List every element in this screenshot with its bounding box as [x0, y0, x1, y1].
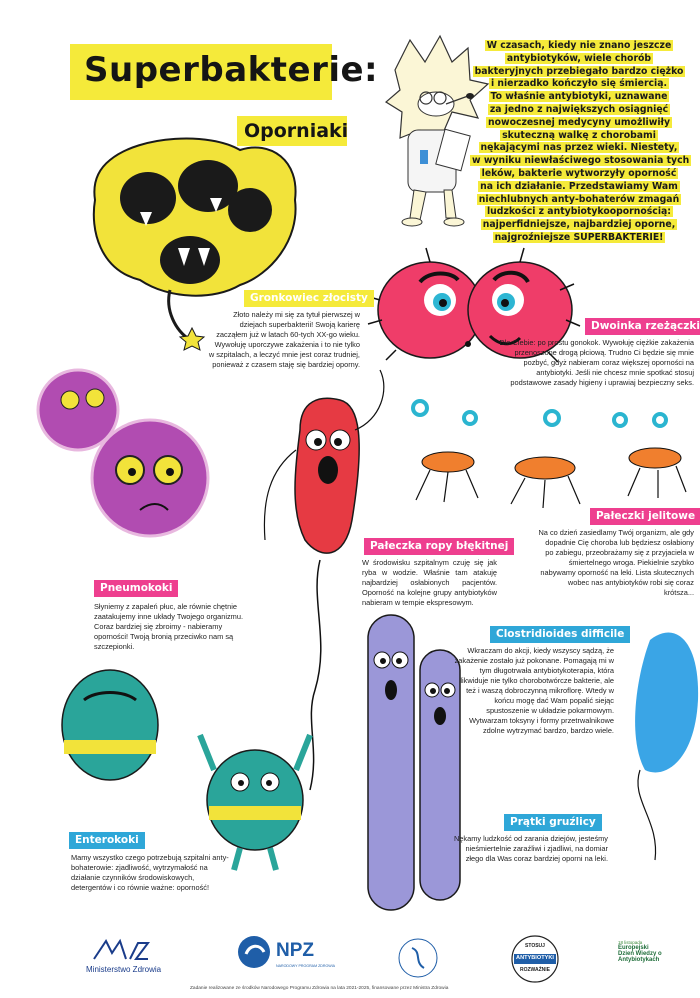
enterobacteria-illustration: [413, 401, 686, 508]
intro-line: w wyniku niewłaściwego stosowania tych: [472, 155, 690, 167]
intro-line: najperfidniejsze, najbardziej oporne,: [482, 219, 676, 231]
desc-enterokoki: Mamy wszystko czego potrzebują szpitalni anty-bohaterowie: zjadliwość, wytrzymałość na działanie czynników środowiskowych, detergentów i co równie ważne: oporność!: [71, 853, 229, 892]
stosuj-line3: ROZWAŻNIE: [520, 967, 550, 973]
ministry-logo-icon: [86, 935, 176, 965]
tuberculosis-illustration: [368, 615, 460, 910]
intro-line: leków, bakterie wytworzyły oporność: [481, 167, 677, 179]
ministry-logo: [86, 935, 176, 981]
eaad-logo: [618, 940, 690, 984]
label-enterokoki: Enterokoki: [69, 832, 145, 849]
desc-dwoinka: Dla Ciebie: po prostu gonokok. Wywołuję ciężkie zakażenia przenoszone drogą płciową. Trudno Ci będzie się mnie pozbyć, gdyż nabieram coraz większej oporności na antybiotyki. Jeśli nie chcesz mnie spotkać stosuj podstawowe zasady higieny i uprawiaj bezpieczny seks.: [499, 338, 694, 387]
stosuj-line2: ANTYBIOTYKI: [516, 955, 554, 961]
poster-subtitle: Oporniaki: [244, 120, 349, 142]
intro-line: skuteczną walkę z chorobami: [502, 129, 656, 141]
intro-line: antybiotyków, wiele chorób: [506, 52, 652, 64]
label-paleczki-jelitowe: Pałeczki jelitowe: [590, 508, 700, 525]
label-dwoinka: Dwoinka rzeżączki: [585, 318, 700, 335]
intro-line: nowoczesnej medycyny umożliwiły: [487, 116, 671, 128]
professor-hedgehog-illustration: [386, 36, 488, 226]
eaad-line3: Antybiotykach: [618, 957, 660, 963]
stosuj-line1: STOSUJ: [525, 943, 545, 949]
stosuj-antybiotyki-logo: [510, 934, 560, 984]
pneumococcus-illustration: [38, 370, 208, 536]
intro-line: To właśnie antybiotyki, uznawane: [490, 91, 668, 103]
intro-line: ludzkości z antybiotykoopornością:: [487, 206, 671, 218]
npz-logo-icon: [236, 934, 272, 970]
sanepid-logo-icon: [396, 936, 440, 980]
intro-line: niechlubnych anty-bohaterów zmagań: [478, 193, 680, 205]
npz-logo: [236, 934, 336, 980]
intro-line: za jedno z największych osiągnięć: [489, 103, 669, 115]
eaad-line2: Dzień Wiedzy o: [618, 951, 662, 957]
desc-paleczki-jelitowe: Na co dzień zasiedlamy Twój organizm, ale gdy dopadnie Cię choroba lub będziesz osłabiony po zabiegu, przeobrażamy się z przyjaciela w śmiertelnego wroga. Piekielnie szybko nabywamy oporność na leki. Lista skutecznych wobec nas antybiotyków robi się coraz krótsza...: [538, 528, 694, 597]
label-paleczka-ropy: Pałeczka ropy błękitnej: [364, 538, 514, 555]
desc-paleczka-ropy: W środowisku szpitalnym czuję się jak ryba w wodzie. Właśnie tam atakuję najbardziej osłabionych pacjentów. Oporność na kolejne grupy antybiotyków nabieram w tempie ekspresowym.: [362, 558, 497, 607]
intro-line: i nierzadko kończyło się śmiercią.: [490, 78, 668, 90]
label-clostridioides: Clostridioides difficile: [490, 626, 630, 643]
intro-line: W czasach, kiedy nie znano jeszcze: [486, 40, 672, 51]
label-pneumokoki: Pneumokoki: [94, 580, 178, 597]
poster-title: Superbakterie:: [84, 50, 379, 90]
desc-pneumokoki: Słyniemy z zapaleń płuc, ale równie chętnie zaatakujemy inne układy Twojego organizmu. Coraz bardziej się zbroimy - nabieramy oporności! Twoją bronią przeciwko nam są szczepionki.: [94, 602, 243, 651]
desc-clostridioides: Wkraczam do akcji, kiedy wszyscy sądzą, że zakażenie zostało już pokonane. Pomagają mi w tym długotrwała antybiotykoterapia, która likwiduje nie tylko chorobotwórcze bakterie, ale też i waszą dobroczynną mikroflorę. Wtedy w końcu mogę dać Wam popalić siejąc spustoszenie w układzie pokarmowym. Wytwarzam toksyny i formy przetrwalnikowe zdolne wytrzymać bardzo, bardzo wiele.: [454, 646, 614, 735]
desc-pratki: Nękamy ludzkość od zarania dziejów, jesteśmy nieśmiertelnie zaraźliwi i zjadliwi, na domiar złego dla Was coraz bardziej oporni na leki.: [453, 834, 608, 863]
intro-line: na ich działanie. Przedstawiamy Wam: [480, 180, 678, 192]
footer-note: Zadanie realizowane ze środków Narodowego Programu Zdrowia na lata 2021-2025, finansowane przez Ministra Zdrowia: [190, 986, 449, 991]
intro-line: najgroźniejsze SUPERBAKTERIE!: [494, 231, 664, 243]
ministry-logo-text: Ministerstwo Zdrowia: [86, 965, 162, 974]
label-pratki: Prątki gruźlicy: [504, 814, 602, 831]
label-gronkowiec: Gronkowiec złocisty: [244, 290, 374, 307]
npz-logo-text: NPZ: [276, 940, 314, 961]
intro-line: bakteryjnych przebiegało bardzo ciężko: [474, 65, 684, 77]
eaad-line1: Europejski: [618, 945, 649, 951]
npz-logo-subtext: NARODOWY PROGRAM ZDROWIA: [276, 964, 336, 968]
desc-gronkowiec: Złoto należy mi się za tytuł pierwszej w dziejach superbakterii! Swoją karierę zacząłem już w latach 60-tych XX-go wieku. Wywołuję uporczywe zakażenia i to nie tylko w szpitalach, a leczyć mnie jest coraz trudniej, ponieważ z czasem staję się bardziej oporny.: [208, 310, 360, 369]
intro-line: nękającymi nas przez wieki. Niestety,: [480, 142, 678, 154]
clostridioides-illustration: [635, 633, 698, 861]
sanepid-logo: [396, 936, 440, 980]
eaad-date: 18 listopada: [618, 940, 643, 945]
